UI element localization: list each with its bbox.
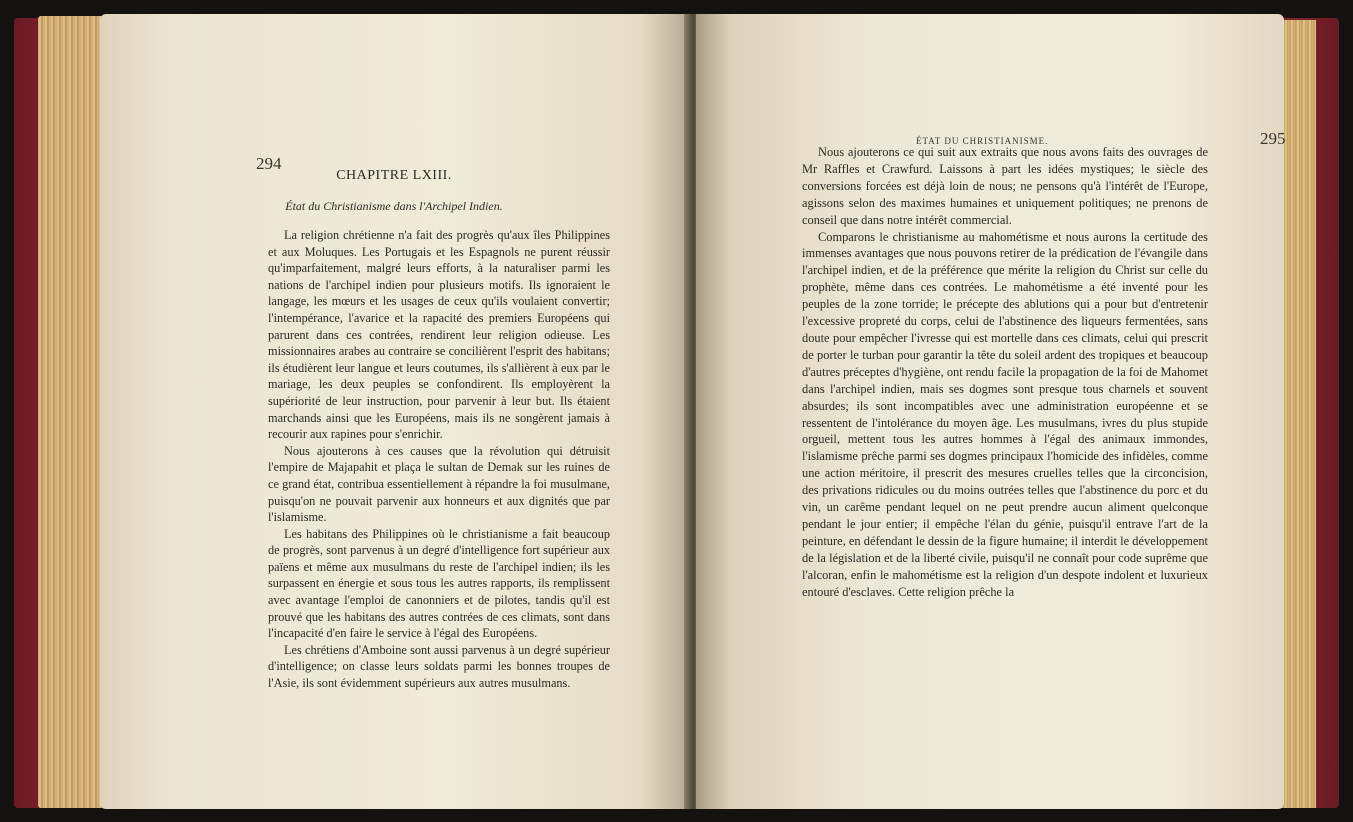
right-page-body [802,144,1208,600]
page-number: 295 [1260,129,1286,148]
chapter-title: CHAPITRE LXIII. [336,168,452,183]
left-page [100,14,688,809]
chapter-subtitle: État du Christianisme dans l'Archipel Indien. [285,199,503,213]
paragraph: Les habitans des Philippines où le christianisme a fait beaucoup de progrès, sont parvenus à un degré d'intelligence fort supérieur aux païens et même aux musulmans du reste de l'archipel indien; ils les surpassent en énergie et sous tous les autres rapports, ils remplissent avec avantage l'emploi de canonniers et de pilotes, tandis qu'il est prouvé que les habitans des autres contrées de ces climats, sont dans l'incapacité d'en faire le service à l'égal des Européens. [268,526,610,641]
paragraph: Nous ajouterons ce qui suit aux extraits que nous avons faits des ouvrages de Mr Raffles et Crawfurd. Laissons à part les idées mystiques; le siècle des conversions forcées est déjà loin de nous; ne pensons qu'à l'intérêt de l'Europe, agissons selon des maximes humaines et uniquement politiques; ne prenons de conseil que dans notre intérêt commercial. [802,145,1208,227]
paragraph: Comparons le christianisme au mahométisme et nous aurons la certitude des immenses avantages que nous pouvons retirer de la prédication de l'évangile dans l'archipel indien, et de la préférence que mérite la religion du Christ sur celle du prophète, même dans ces contrées. Le mahométisme a été inventé pour les peuples de la zone torride; le précepte des ablutions qui a pour but d'entretenir l'excessive propreté du corps, celui de l'abstinence des liqueurs fermentées, sans doute pour empêcher l'ivresse qui est mortelle dans ces climats, celui qui prescrit de porter le turban pour garantir la tête du soleil ardent des tropiques et beaucoup d'autres préceptes d'hygiène, ont rendu facile la propagation de la foi de Mahomet dans l'archipel indien, mais ses dogmes sont presque tous charnels et souvent absurdes; ils sont incompatibles avec une administration européenne et se ressentent de l'intolérance du moyen âge. Les musulmans, ivres du plus stupide orgueil, mettent tous les autres hommes à l'égal des animaux immondes, l'islamisme prêche parmi ses dogmes principaux l'homicide des infidèles, comme une action méritoire, il prescrit des mesures cruelles telles que la circoncision, des privations ridicules ou du moins outrées telles que l'abstinence du porc et du vin, un carême pendant lequel on ne peut prendre aucun aliment quelconque pendant le jour entier; il empêche l'élan du génie, puisqu'il entrave l'art de la peinture, en défendant le dessin de la figure humaine; il interdit le développement de la législation et de la liberté civile, puisqu'il ne connaît pour code suprême que l'alcoran, enfin le mahométisme est la religion d'un despote indolent et luxurieux entouré d'esclaves. Cette religion prêche la [802,229,1208,599]
paragraph: Nous ajouterons à ces causes que la révolution qui détruisit l'empire de Majapahit et plaça le sultan de Demak sur les ruines de ce grand état, contribua essentiellement à répandre la foi musulmane, puisqu'on ne pouvait parvenir aux honneurs et aux dignités que par l'islamisme. [268,443,610,525]
left-page-body [268,227,610,692]
paragraph: Les chrétiens d'Amboine sont aussi parvenus à un degré supérieur d'intelligence; on classe leurs soldats parmi les bonnes troupes de l'Asie, ils sont évidemment supérieurs aux autres musulmans. [268,642,610,691]
paragraph: La religion chrétienne n'a fait des progrès qu'aux îles Philippines et aux Moluques. Les Portugais et les Espagnols ne purent réussir qu'imparfaitement, malgré leurs efforts, à la naturaliser parmi les nations de l'archipel indien pour plusieurs motifs. Ils ignoraient le langage, les mœurs et les usages de ceux qu'ils voulaient convertir; l'intempérance, l'avarice et la rapacité des premiers Européens qui parurent dans ces contrées, rendirent leur religion odieuse. Les missionnaires arabes au contraire se concilièrent l'esprit des habitans; ils étudièrent leur langue et leurs coutumes, ils s'allièrent à eux par le mariage, les deux peuples se confondirent. Ils employèrent la supériorité de leur instruction, pour parvenir à leur but. Ils étaient marchands ainsi que les Européens, mais ils ne songèrent jamais à recourir aux rapines pour s'enrichir. [268,228,610,442]
page-number: 294 [256,154,282,173]
right-page [696,14,1284,809]
running-head: ÉTAT DU CHRISTIANISME. [916,136,1049,146]
